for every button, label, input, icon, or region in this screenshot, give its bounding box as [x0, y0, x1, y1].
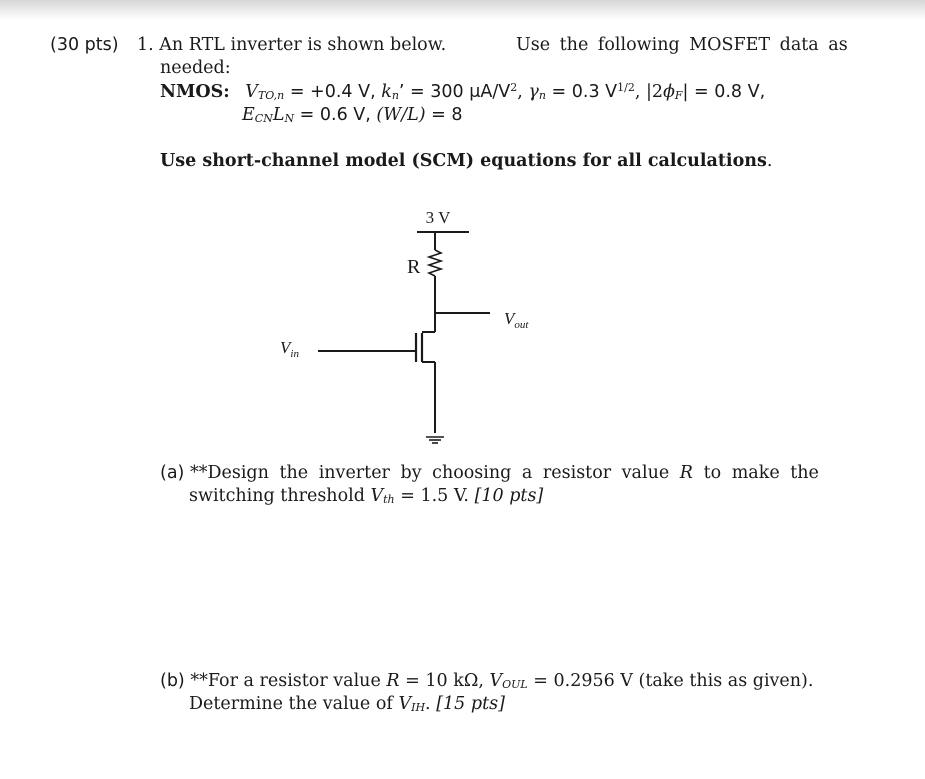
- rtl-inverter-schematic: [250, 200, 570, 450]
- ecn-ln-param: $E_{CN}L_N = 0.6$ V,: [242, 105, 371, 125]
- part-a-text: **Design the inverter by choosing a resistor value R to make the: [189, 463, 819, 483]
- part-a-tag: (a): [160, 463, 185, 483]
- top-shadow: [0, 0, 925, 20]
- wl-param: (W/L) = 8: [376, 105, 463, 125]
- problem-header: [50, 34, 119, 56]
- part-b-text: **For a resistor value R = 10 kΩ, $V_{OUL} = 0.2956$ V (take this as given).: [190, 671, 814, 691]
- instruction-text: Use short-channel model (SCM) equations for all calculations.: [160, 151, 773, 171]
- supply-label: 3 V: [425, 208, 451, 227]
- nmos-data-line1: [160, 81, 765, 103]
- vto-param: $V_{TO,n} = +0.4$ V,: [245, 82, 376, 102]
- part-a-points: [10 pts]: [474, 486, 544, 506]
- problem-intro-line1b: [516, 34, 848, 56]
- kn-param: $k_n$’ = 300 $\mu A/V^2$,: [381, 81, 523, 102]
- part-b-line1: [160, 670, 813, 692]
- problem-number: 1.: [137, 35, 154, 55]
- part-b-tag: (b): [160, 671, 185, 691]
- gamma-param: $\gamma_n = 0.3$ $V^{1/2}$: [528, 81, 635, 102]
- intro-text-c: needed:: [160, 58, 231, 78]
- vout-label: $V_{out}$: [504, 309, 529, 331]
- problem-intro-line2: [160, 57, 231, 79]
- nmos-data-line2: [242, 104, 463, 126]
- phi-param: , $|2\phi_F| = 0.8$ V,: [634, 82, 766, 102]
- nmos-label: NMOS:: [160, 82, 230, 102]
- resistor-label: R: [407, 256, 421, 278]
- points-label: (30 pts): [50, 35, 119, 55]
- part-a-line1: [160, 462, 819, 484]
- part-a-line2: switching threshold $V_{th} = 1.5$ V. [10 pts]: [189, 486, 544, 506]
- part-b-line2: Determine the value of $V_{IH}$. [15 pts]: [189, 694, 505, 714]
- resistor-symbol: [429, 250, 441, 276]
- vin-label: $V_{in}$: [280, 338, 299, 360]
- problem-intro-line1: [137, 34, 446, 56]
- intro-text-b: Use the following MOSFET data as: [516, 35, 848, 55]
- intro-text-a: An RTL inverter is shown below.: [159, 35, 447, 55]
- part-b-points: [15 pts]: [436, 694, 505, 714]
